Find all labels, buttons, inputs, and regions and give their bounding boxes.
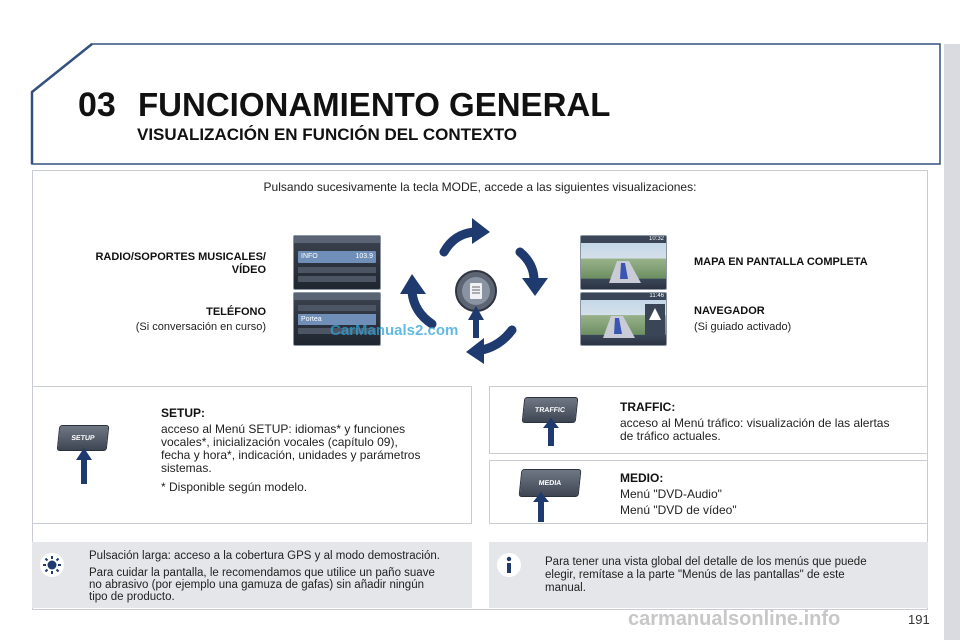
nav-screen-time: 11:46 (581, 293, 666, 300)
mode-label-phone: TELÉFONO (206, 306, 266, 318)
mode-note-nav: (Si guiado activado) (694, 321, 792, 333)
tip-text-4: tipo de producto. (89, 591, 175, 603)
tip-text-2: Para cuidar la pantalla, le recomendamos que utilice un paño suave (89, 567, 435, 579)
mode-label-radio: RADIO/SOPORTES MUSICALES/ (95, 251, 266, 263)
media-title: MEDIO: (620, 471, 664, 485)
setup-key-icon: SETUP (57, 425, 110, 451)
media-up-arrow-icon (531, 492, 551, 522)
chapter-number: 03 (78, 86, 116, 124)
traffic-title: TRAFFIC: (620, 400, 676, 414)
radio-screen-thumbnail (293, 235, 381, 290)
mode-label-nav: NAVEGADOR (694, 305, 765, 317)
mode-label-radio-video: VÍDEO (231, 264, 266, 276)
media-text-2: Menú "DVD de vídeo" (620, 503, 737, 517)
traffic-text-1: acceso al Menú tráfico: visualización de las alertas (620, 416, 890, 430)
info-text-2: elegir, remítase a la parte "Menús de las pantallas" de este (545, 569, 845, 581)
setup-text-2: vocales*, inicialización vocales (capítulo 09), (161, 435, 398, 449)
cycle-arrow-top-icon (444, 218, 490, 252)
page-edge-strip (944, 44, 960, 640)
setup-up-arrow-icon (74, 448, 94, 484)
cycle-arrow-right-icon (520, 252, 548, 296)
cycle-arrow-left-icon (400, 274, 432, 324)
watermark-carmanuals2: CarManuals2.com (330, 322, 459, 339)
tip-text-1: Pulsación larga: acceso a la cobertura GPS y al modo demostración. (89, 550, 440, 562)
page-title: FUNCIONAMIENTO GENERAL (138, 86, 611, 123)
map-screen-thumbnail (580, 235, 667, 290)
traffic-up-arrow-icon (541, 418, 561, 446)
cycle-arrow-bottom-icon (466, 330, 512, 364)
media-key-icon: MEDIA (519, 469, 582, 497)
setup-footnote: * Disponible según modelo. (161, 480, 308, 494)
radio-screen-freq: 103.9 (355, 253, 373, 260)
phone-screen-item: Portea (298, 314, 376, 325)
traffic-text-2: de tráfico actuales. (620, 429, 721, 443)
watermark-carmanualsonline: carmanualsonline.info (628, 608, 841, 630)
setup-text-4: sistemas. (161, 461, 212, 475)
setup-title: SETUP: (161, 406, 206, 420)
mode-button-icon (456, 271, 496, 311)
page-number: 191 (908, 612, 930, 627)
info-text-3: manual. (545, 582, 586, 594)
setup-text-1: acceso al Menú SETUP: idiomas* y funciones (161, 422, 406, 436)
tip-text-3: no abrasivo (por ejemplo una gamuza de gafas) sin añadir ningún (89, 579, 424, 591)
media-text-1: Menú "DVD-Audio" (620, 487, 722, 501)
mode-label-map: MAPA EN PANTALLA COMPLETA (694, 256, 868, 268)
mode-cycle-diagram (392, 212, 562, 367)
page-subtitle: VISUALIZACIÓN EN FUNCIÓN DEL CONTEXTO (137, 125, 518, 144)
mode-note-phone: (Si conversación en curso) (135, 321, 266, 333)
map-screen-time: 10:32 (581, 236, 666, 243)
radio-screen-info: INFO (301, 253, 318, 260)
traffic-key-icon: TRAFFIC (522, 397, 579, 423)
sun-tip-icon (40, 553, 64, 577)
info-icon (497, 553, 521, 577)
nav-screen-thumbnail (580, 292, 667, 346)
info-text-1: Para tener una vista global del detalle de los menús que puede (545, 556, 867, 568)
intro-text: Pulsando sucesivamente la tecla MODE, accede a las siguientes visualizaciones: (263, 180, 697, 194)
setup-text-3: fecha y hora*, indicación, unidades y parámetros (161, 448, 421, 462)
